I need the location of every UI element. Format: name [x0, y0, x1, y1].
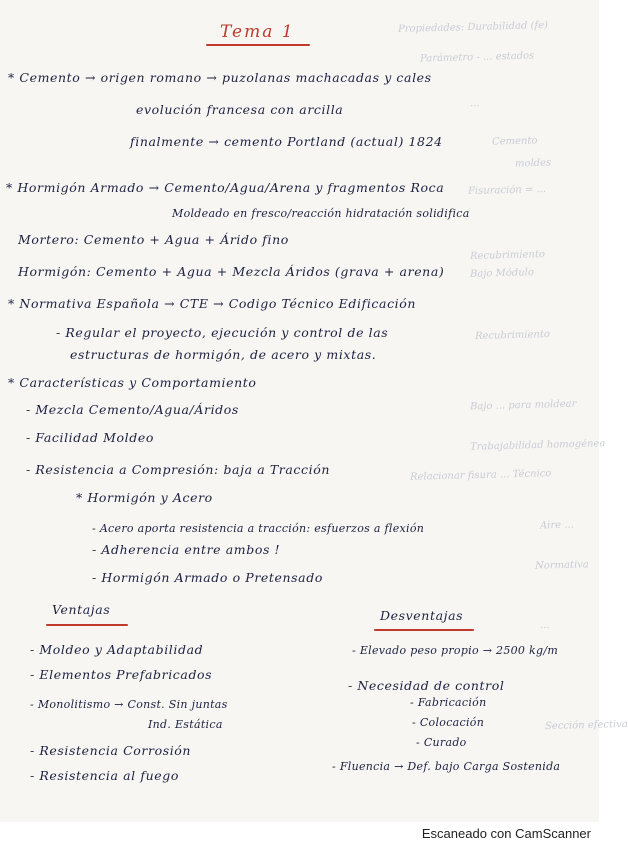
note-line: - Acero aporta resistencia a tracción: esfuerzos a flexión: [92, 522, 425, 535]
desventajas-item: - Fabricación: [410, 696, 487, 709]
desventajas-item: - Colocación: [412, 716, 485, 729]
note-line: - Regular el proyecto, ejecución y control de las: [56, 325, 389, 340]
note-line: evolución francesa con arcilla: [136, 102, 344, 117]
desventajas-underline: [374, 629, 474, 631]
desventajas-item: - Fluencia → Def. bajo Carga Sostenida: [332, 760, 561, 773]
page-title: Tema 1: [220, 22, 295, 42]
scanner-watermark: Escaneado con CamScanner: [421, 826, 591, 841]
bleed-through-text: Normativa: [534, 559, 589, 572]
bleed-through-text: moldes: [514, 157, 552, 170]
note-line: * Cemento → origen romano → puzolanas machacadas y cales: [8, 70, 432, 85]
bleed-through-text: Bajo ... para moldear: [469, 398, 577, 413]
ventajas-underline: [46, 624, 128, 626]
note-line: * Normativa Española → CTE → Codigo Técnico Edificación: [8, 296, 417, 311]
bleed-through-text: Recubrimiento: [474, 329, 551, 342]
note-line: - Facilidad Moldeo: [26, 430, 154, 445]
note-line: * Hormigón Armado → Cemento/Agua/Arena y fragmentos Roca: [6, 180, 445, 195]
bleed-through-text: Parámetro - ... estados: [419, 50, 535, 65]
note-line: Mortero: Cemento + Agua + Árido fino: [18, 232, 289, 247]
bleed-through-text: Relacionar fisura ... Técnico: [409, 468, 552, 483]
bleed-through-text: Propiedades: Durabilidad (fe): [397, 20, 549, 35]
bleed-through-text: Sección efectiva: [544, 718, 628, 733]
bleed-through-text: Bajo Módulo: [469, 267, 535, 280]
desventajas-item: - Curado: [416, 736, 467, 749]
bleed-through-text: ...: [469, 97, 480, 110]
note-line: - Adherencia entre ambos !: [92, 542, 281, 557]
note-line: * Características y Comportamiento: [8, 375, 257, 390]
note-line: Hormigón: Cemento + Agua + Mezcla Áridos (grava + arena): [18, 264, 445, 279]
ventajas-item: - Resistencia Corrosión: [30, 743, 192, 758]
bleed-through-text: ...: [539, 619, 550, 632]
ventajas-item: - Monolitismo → Const. Sin juntas: [30, 698, 228, 711]
scanner-footer: [0, 822, 599, 848]
note-line: estructuras de hormigón, de acero y mixtas.: [70, 347, 377, 362]
note-line: Moldeado en fresco/reacción hidratación solidifica: [172, 207, 470, 220]
bleed-through-text: Trabajabilidad homogénea: [469, 438, 606, 453]
note-line: - Mezcla Cemento/Agua/Áridos: [26, 402, 239, 417]
bleed-through-text: Aire ...: [539, 519, 574, 532]
desventajas-item: - Elevado peso propio → 2500 kg/m: [352, 644, 559, 657]
bleed-through-text: Fisuración = ...: [467, 183, 547, 198]
ventajas-item: - Resistencia al fuego: [30, 768, 179, 783]
bleed-through-text: Cemento: [491, 135, 538, 148]
ventajas-heading: Ventajas: [52, 602, 111, 617]
bleed-through-text: Recubrimiento: [469, 249, 546, 262]
ventajas-item: Ind. Estática: [148, 718, 223, 731]
ventajas-item: - Moldeo y Adaptabilidad: [30, 642, 204, 657]
note-line: finalmente → cemento Portland (actual) 1824: [130, 134, 443, 149]
note-line: * Hormigón y Acero: [76, 490, 213, 505]
note-line: - Hormigón Armado o Pretensado: [92, 570, 323, 585]
desventajas-item: - Necesidad de control: [348, 678, 505, 693]
note-line: - Resistencia a Compresión: baja a Tracción: [26, 462, 330, 477]
desventajas-heading: Desventajas: [380, 608, 464, 623]
title-underline: [206, 44, 310, 46]
ventajas-item: - Elementos Prefabricados: [30, 667, 213, 682]
